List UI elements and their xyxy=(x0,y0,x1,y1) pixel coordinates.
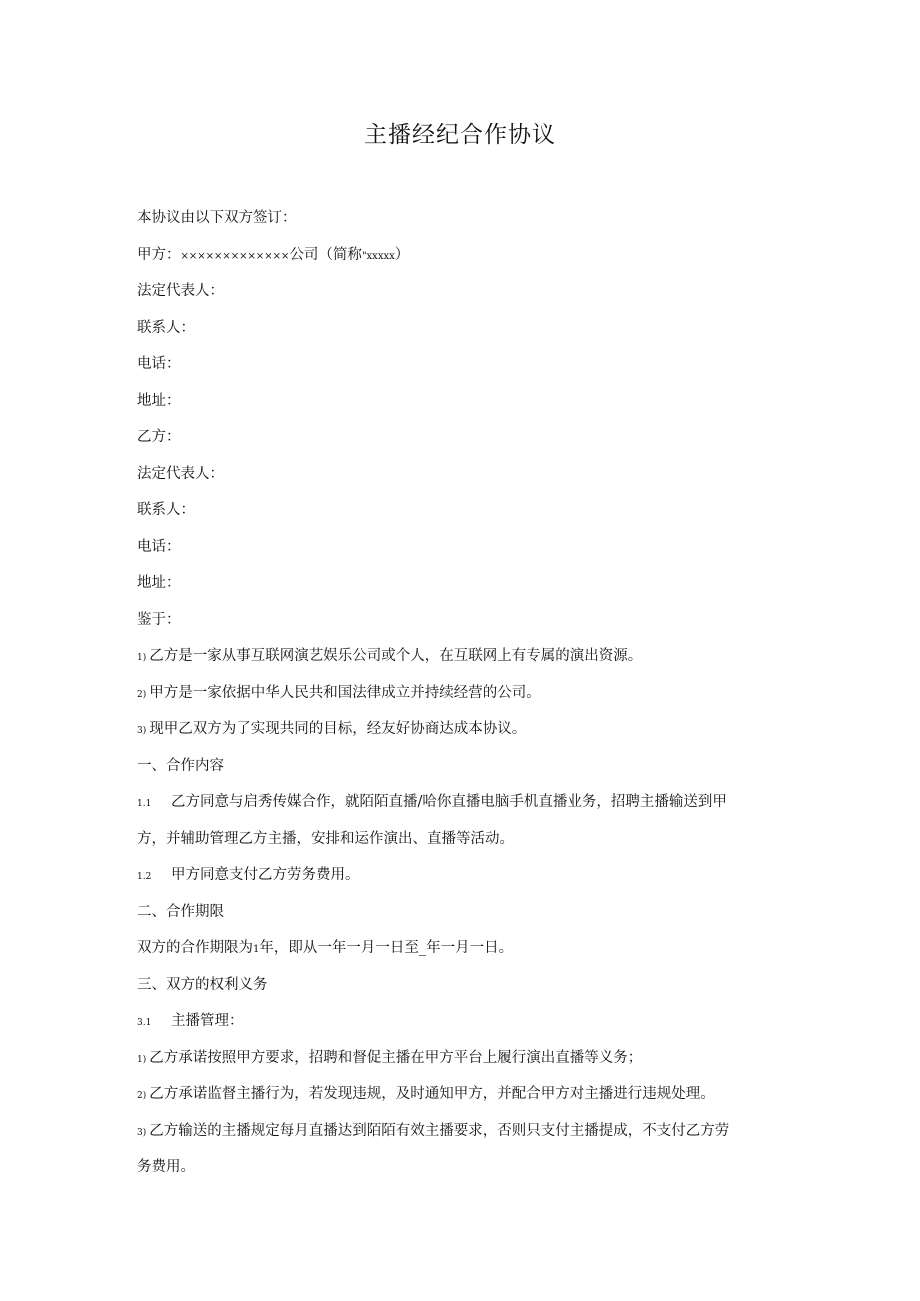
item-number: 1) xyxy=(137,1054,147,1065)
clause-3-1 xyxy=(137,1009,787,1046)
obligation-item-continued: 务费用。 xyxy=(137,1159,195,1175)
party-b-address: 地址： xyxy=(137,575,181,591)
clause-number: 3.1 xyxy=(137,1018,152,1028)
item-text: 乙方承诺按照甲方要求，招聘和督促主播在甲方平台上履行演出直播等义务； xyxy=(149,1049,643,1066)
obligation-item xyxy=(137,1046,787,1083)
item-number: 3) xyxy=(137,1127,147,1138)
party-a-address: 地址： xyxy=(137,392,181,409)
term-text-before: 双方的合作期限为 xyxy=(137,940,253,956)
party-a-name: ××××××××××××× xyxy=(180,250,290,262)
party-a-suffix: 公司（简称 xyxy=(289,246,362,263)
item-number: 1) xyxy=(137,653,147,663)
item-number: 3) xyxy=(137,726,147,736)
section-3-heading: 三、双方的权利义务 xyxy=(137,976,268,993)
term-years: 1 xyxy=(253,944,260,955)
party-a-label: 甲方： xyxy=(137,246,181,263)
obligation-item xyxy=(137,1119,787,1156)
document-title: 主播经纪合作协议 xyxy=(364,122,556,148)
clause-1-1 xyxy=(137,790,787,827)
clause-1-1-continued: 方，并辅助管理乙方主播，安排和运作演出、直播等活动。 xyxy=(137,830,514,847)
term-line xyxy=(137,936,787,973)
party-a-line xyxy=(137,243,787,280)
section-1-heading: 一、合作内容 xyxy=(137,757,224,774)
clause-text: 甲方同意支付乙方劳务费用。 xyxy=(171,867,360,883)
clause-number: 1.1 xyxy=(137,799,152,809)
clause-1-2 xyxy=(137,863,787,900)
party-b-contact: 联系人： xyxy=(137,502,195,518)
party-a-close: ） xyxy=(394,246,410,263)
whereas-label: 鉴于： xyxy=(137,611,181,628)
party-a-short: "xxxxx xyxy=(361,250,395,262)
clause-text: 主播管理： xyxy=(171,1013,244,1029)
clause-text: 乙方同意与启秀传媒合作，就陌陌直播/哈你直播电脑手机直播业务，招聘主播输送到甲 xyxy=(171,794,727,810)
party-b-phone: 电话： xyxy=(137,538,181,555)
item-text: 甲方是一家依据中华人民共和国法律成立并持续经营的公司。 xyxy=(149,684,541,701)
item-number: 2) xyxy=(137,689,147,700)
section-2-heading: 二、合作期限 xyxy=(137,903,224,920)
party-a-phone: 电话： xyxy=(137,356,181,372)
item-text: 乙方是一家从事互联网演艺娱乐公司或个人，在互联网上有专属的演出资源。 xyxy=(149,648,643,664)
item-number: 2) xyxy=(137,1091,147,1101)
item-text: 乙方输送的主播规定每月直播达到陌陌有效主播要求，否则只支付主播提成，不支付乙方劳 xyxy=(149,1122,730,1139)
party-a-contact: 联系人： xyxy=(137,319,195,336)
whereas-item xyxy=(137,681,787,718)
item-text: 现甲乙双方为了实现共同的目标，经友好协商达成本协议。 xyxy=(149,721,527,737)
whereas-item xyxy=(137,644,787,681)
party-b-line: 乙方： xyxy=(137,429,181,445)
term-text-after: 年，即从一年一月一日至_年一月一日。 xyxy=(259,940,514,956)
whereas-item xyxy=(137,717,787,754)
item-text: 乙方承诺监督主播行为，若发现违规，及时通知甲方，并配合甲方对主播进行违规处理。 xyxy=(149,1086,715,1102)
intro-line: 本协议由以下双方签订： xyxy=(137,210,297,226)
party-a-legal-rep: 法定代表人： xyxy=(137,283,224,299)
obligation-item xyxy=(137,1082,787,1119)
party-b-legal-rep: 法定代表人： xyxy=(137,465,224,482)
document-body xyxy=(137,206,787,1192)
clause-number: 1.2 xyxy=(137,872,152,882)
